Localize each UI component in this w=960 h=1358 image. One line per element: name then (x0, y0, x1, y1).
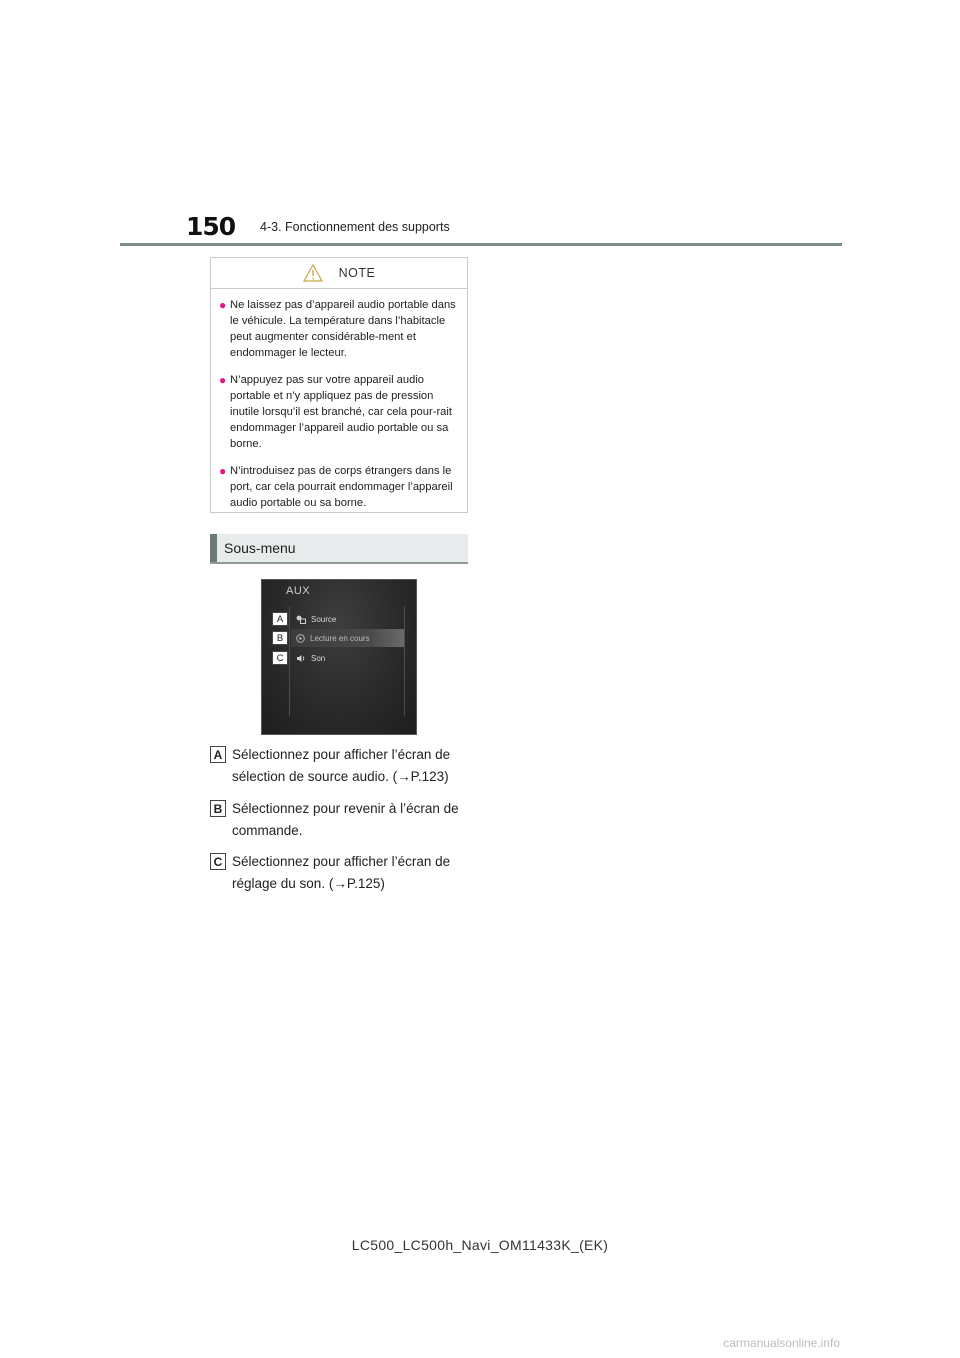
bullet-icon: ● (219, 298, 227, 312)
note-item-text: Ne laissez pas d’appareil audio portable dans le véhicule. La température dans l’habitacle peut augmenter considérable-ment et endommager le lecteur. (230, 299, 456, 359)
callout-c: C (210, 853, 226, 870)
note-item-text: N’appuyez pas sur votre appareil audio portable et n’y appliquez pas de pression inutile lorsqu’il est branché, car cela pour-rait endommager l’appareil audio portable ou sa borne. (230, 374, 452, 450)
description-line: réglage du son. (→P.125) (232, 876, 385, 891)
header-rule (120, 243, 842, 246)
submenu-heading-title: Sous-menu (224, 540, 296, 556)
description-line: sélection de source audio. (→P.123) (232, 769, 449, 784)
menu-item-label: Son (311, 653, 326, 663)
note-item (219, 297, 457, 361)
callout-b: B (210, 800, 226, 817)
watermark: carmanualsonline.info (723, 1336, 840, 1350)
callout-a: A (210, 746, 226, 763)
menu-item-label: Lecture en cours (310, 633, 370, 643)
menu-item-now-playing[interactable] (291, 629, 404, 647)
note-item-text: N’introduisez pas de corps étrangers dans le port, car cela pourrait endommager l’appareil audio portable ou sa borne. (230, 465, 453, 509)
note-header (211, 258, 467, 289)
page-number: 150 (186, 212, 236, 241)
description-c (232, 851, 482, 895)
play-icon (296, 634, 305, 643)
description-b (232, 798, 482, 842)
note-item (219, 372, 457, 452)
aux-screen (261, 579, 417, 735)
section-title: 4-3. Fonctionnement des supports (260, 220, 450, 234)
screen-callout-a: A (272, 612, 288, 626)
description-line: Sélectionnez pour afficher l’écran de (232, 747, 451, 762)
description-line: commande. (232, 823, 303, 838)
screen-title: AUX (286, 585, 311, 597)
menu-item-label: Source (311, 614, 337, 624)
bullet-icon: ● (219, 464, 227, 478)
screen-callout-c: C (272, 651, 288, 665)
menu-item-sound[interactable] (291, 649, 404, 667)
submenu-heading (210, 534, 468, 564)
source-icon (296, 615, 306, 624)
note-item (219, 463, 457, 511)
note-box (210, 257, 468, 513)
description-line: Sélectionnez pour revenir à l’écran de (232, 801, 459, 816)
speaker-icon (296, 654, 306, 663)
bullet-icon: ● (219, 373, 227, 387)
description-a (232, 744, 482, 788)
menu-item-source[interactable] (291, 610, 404, 628)
screen-divider (404, 606, 405, 716)
screen-callout-b: B (272, 631, 288, 645)
footer-code: LC500_LC500h_Navi_OM11433K_(EK) (351, 1237, 609, 1253)
note-title: NOTE (338, 266, 376, 280)
description-line: Sélectionnez pour afficher l’écran de (232, 854, 451, 869)
note-list (211, 289, 467, 511)
screen-divider (289, 606, 290, 716)
heading-mark (210, 534, 217, 562)
warning-triangle-icon (303, 264, 323, 282)
